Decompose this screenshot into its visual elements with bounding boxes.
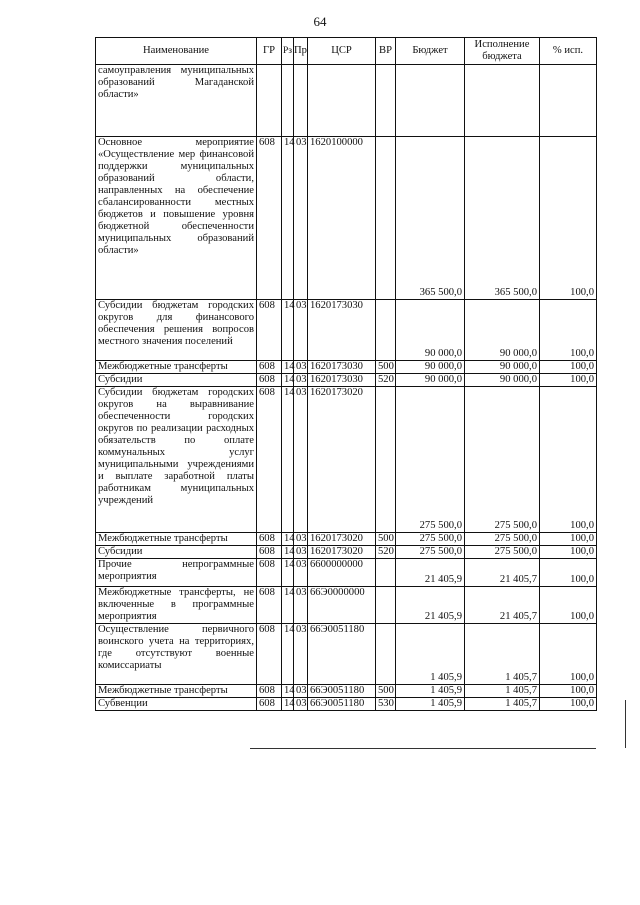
row-percent: 100,0 — [540, 624, 597, 685]
row-percent: 100,0 — [540, 387, 597, 533]
row-csr: 1620173030 — [308, 361, 376, 374]
row-execution: 1 405,7 — [465, 624, 540, 685]
header-execution: Исполнение бюджета — [465, 38, 540, 65]
row-gr: 608 — [257, 559, 282, 587]
row-vr: 530 — [376, 698, 396, 711]
row-percent: 100,0 — [540, 374, 597, 387]
row-rz: 14 — [282, 624, 294, 685]
row-gr: 608 — [257, 698, 282, 711]
row-execution: 90 000,0 — [465, 374, 540, 387]
row-budget: 1 405,9 — [396, 685, 465, 698]
row-pr: 03 — [294, 137, 308, 300]
row-percent: 100,0 — [540, 361, 597, 374]
row-csr: 1620173030 — [308, 374, 376, 387]
row-gr: 608 — [257, 685, 282, 698]
row-execution: 21 405,7 — [465, 559, 540, 587]
table-row — [96, 533, 597, 546]
row-csr: 66Э0000000 — [308, 587, 376, 624]
row-percent: 100,0 — [540, 137, 597, 300]
row-name: Субвенции — [96, 698, 257, 711]
row-rz: 14 — [282, 587, 294, 624]
row-percent: 100,0 — [540, 587, 597, 624]
scan-edge-line — [625, 700, 626, 748]
row-percent: 100,0 — [540, 546, 597, 559]
row-execution: 275 500,0 — [465, 533, 540, 546]
row-pr: 03 — [294, 685, 308, 698]
row-csr: 1620100000 — [308, 137, 376, 300]
row-rz: 14 — [282, 137, 294, 300]
row-rz: 14 — [282, 300, 294, 361]
row-name: Межбюджетные трансферты — [96, 361, 257, 374]
row-execution — [465, 65, 540, 137]
row-percent: 100,0 — [540, 300, 597, 361]
row-vr — [376, 624, 396, 685]
row-gr: 608 — [257, 300, 282, 361]
page-rule — [250, 748, 596, 749]
row-pr: 03 — [294, 587, 308, 624]
row-percent: 100,0 — [540, 533, 597, 546]
page-number: 64 — [313, 14, 327, 29]
row-rz: 14 — [282, 685, 294, 698]
row-gr: 608 — [257, 587, 282, 624]
table-row — [96, 300, 597, 361]
table-row — [96, 361, 597, 374]
header-csr: ЦСР — [308, 38, 376, 65]
row-rz: 14 — [282, 387, 294, 533]
header-pr: Пр — [294, 38, 308, 65]
row-percent: 100,0 — [540, 559, 597, 587]
row-rz: 14 — [282, 533, 294, 546]
row-vr: 500 — [376, 361, 396, 374]
row-gr: 608 — [257, 137, 282, 300]
row-vr — [376, 300, 396, 361]
row-percent: 100,0 — [540, 685, 597, 698]
row-gr: 608 — [257, 374, 282, 387]
row-budget: 90 000,0 — [396, 300, 465, 361]
row-gr: 608 — [257, 387, 282, 533]
row-budget: 275 500,0 — [396, 546, 465, 559]
row-gr: 608 — [257, 546, 282, 559]
row-pr: 03 — [294, 374, 308, 387]
row-pr: 03 — [294, 300, 308, 361]
row-execution: 365 500,0 — [465, 137, 540, 300]
row-vr — [376, 65, 396, 137]
table-row — [96, 587, 597, 624]
row-rz: 14 — [282, 559, 294, 587]
row-pr: 03 — [294, 698, 308, 711]
header-gr: ГР — [257, 38, 282, 65]
row-budget: 275 500,0 — [396, 533, 465, 546]
row-csr: 66Э0051180 — [308, 698, 376, 711]
header-name: Наименование — [96, 38, 257, 65]
row-vr: 520 — [376, 546, 396, 559]
row-csr: 1620173020 — [308, 546, 376, 559]
row-budget: 365 500,0 — [396, 137, 465, 300]
row-csr: 1620173030 — [308, 300, 376, 361]
row-vr — [376, 587, 396, 624]
row-rz: 14 — [282, 374, 294, 387]
row-rz: 14 — [282, 698, 294, 711]
table-row — [96, 559, 597, 587]
row-execution: 90 000,0 — [465, 361, 540, 374]
row-execution: 1 405,7 — [465, 698, 540, 711]
table-header-row — [96, 38, 597, 65]
row-name: Межбюджетные трансферты — [96, 685, 257, 698]
row-vr — [376, 137, 396, 300]
row-vr — [376, 387, 396, 533]
row-csr: 66Э0051180 — [308, 685, 376, 698]
row-budget: 21 405,9 — [396, 559, 465, 587]
row-name: Основное мероприятие «Осуществление мер финансовой поддержки муниципальных образований области, направленных на обеспечение сбалансированности местных бюджетов и повышение уровня бюджетной обеспеченности муниципальных образований области» — [96, 137, 257, 300]
row-vr: 500 — [376, 533, 396, 546]
header-budget: Бюджет — [396, 38, 465, 65]
row-pr — [294, 65, 308, 137]
row-budget: 90 000,0 — [396, 374, 465, 387]
table-body — [96, 65, 597, 711]
row-name: Субсидии — [96, 546, 257, 559]
table-row — [96, 137, 597, 300]
row-pr: 03 — [294, 533, 308, 546]
table-row — [96, 624, 597, 685]
row-name: Субсидии — [96, 374, 257, 387]
row-budget — [396, 65, 465, 137]
table-row — [96, 387, 597, 533]
row-name: Межбюджетные трансферты — [96, 533, 257, 546]
row-execution: 275 500,0 — [465, 546, 540, 559]
row-name: самоуправления муниципальных образований Магаданской области» — [96, 65, 257, 137]
row-rz: 14 — [282, 546, 294, 559]
row-name: Прочие непрограммные мероприятия — [96, 559, 257, 587]
table-row — [96, 65, 597, 137]
row-execution: 1 405,7 — [465, 685, 540, 698]
row-pr: 03 — [294, 624, 308, 685]
header-rz: Рз — [282, 38, 294, 65]
row-csr: 1620173020 — [308, 533, 376, 546]
row-name: Межбюджетные трансферты, не включенные в программные мероприятия — [96, 587, 257, 624]
table-row — [96, 698, 597, 711]
header-percent: % исп. — [540, 38, 597, 65]
row-execution: 275 500,0 — [465, 387, 540, 533]
row-gr: 608 — [257, 624, 282, 685]
header-vr: ВР — [376, 38, 396, 65]
row-csr: 66Э0051180 — [308, 624, 376, 685]
row-pr: 03 — [294, 387, 308, 533]
row-rz — [282, 65, 294, 137]
table-row — [96, 546, 597, 559]
row-csr: 1620173020 — [308, 387, 376, 533]
budget-execution-table — [95, 37, 597, 711]
row-gr: 608 — [257, 533, 282, 546]
row-gr — [257, 65, 282, 137]
row-rz: 14 — [282, 361, 294, 374]
row-csr: 6600000000 — [308, 559, 376, 587]
row-budget: 21 405,9 — [396, 587, 465, 624]
row-pr: 03 — [294, 559, 308, 587]
row-csr — [308, 65, 376, 137]
row-vr: 500 — [376, 685, 396, 698]
table-row — [96, 685, 597, 698]
row-vr: 520 — [376, 374, 396, 387]
row-name: Осуществление первичного воинского учета на территориях, где отсутствуют военные комиссариаты — [96, 624, 257, 685]
row-budget: 1 405,9 — [396, 624, 465, 685]
row-execution: 21 405,7 — [465, 587, 540, 624]
row-execution: 90 000,0 — [465, 300, 540, 361]
table-row — [96, 374, 597, 387]
row-pr: 03 — [294, 546, 308, 559]
row-percent — [540, 65, 597, 137]
row-name: Субсидии бюджетам городских округов для финансового обеспечения решения вопросов местного значения поселений — [96, 300, 257, 361]
row-budget: 275 500,0 — [396, 387, 465, 533]
row-percent: 100,0 — [540, 698, 597, 711]
row-pr: 03 — [294, 361, 308, 374]
row-name: Субсидии бюджетам городских округов на выравнивание обеспеченности городских округов по реализации расходных обязательств по оплате коммунальных услуг муниципальными учреждениями и выплате заработной платы работникам муниципальных учреждений — [96, 387, 257, 533]
row-vr — [376, 559, 396, 587]
row-budget: 1 405,9 — [396, 698, 465, 711]
row-gr: 608 — [257, 361, 282, 374]
row-budget: 90 000,0 — [396, 361, 465, 374]
